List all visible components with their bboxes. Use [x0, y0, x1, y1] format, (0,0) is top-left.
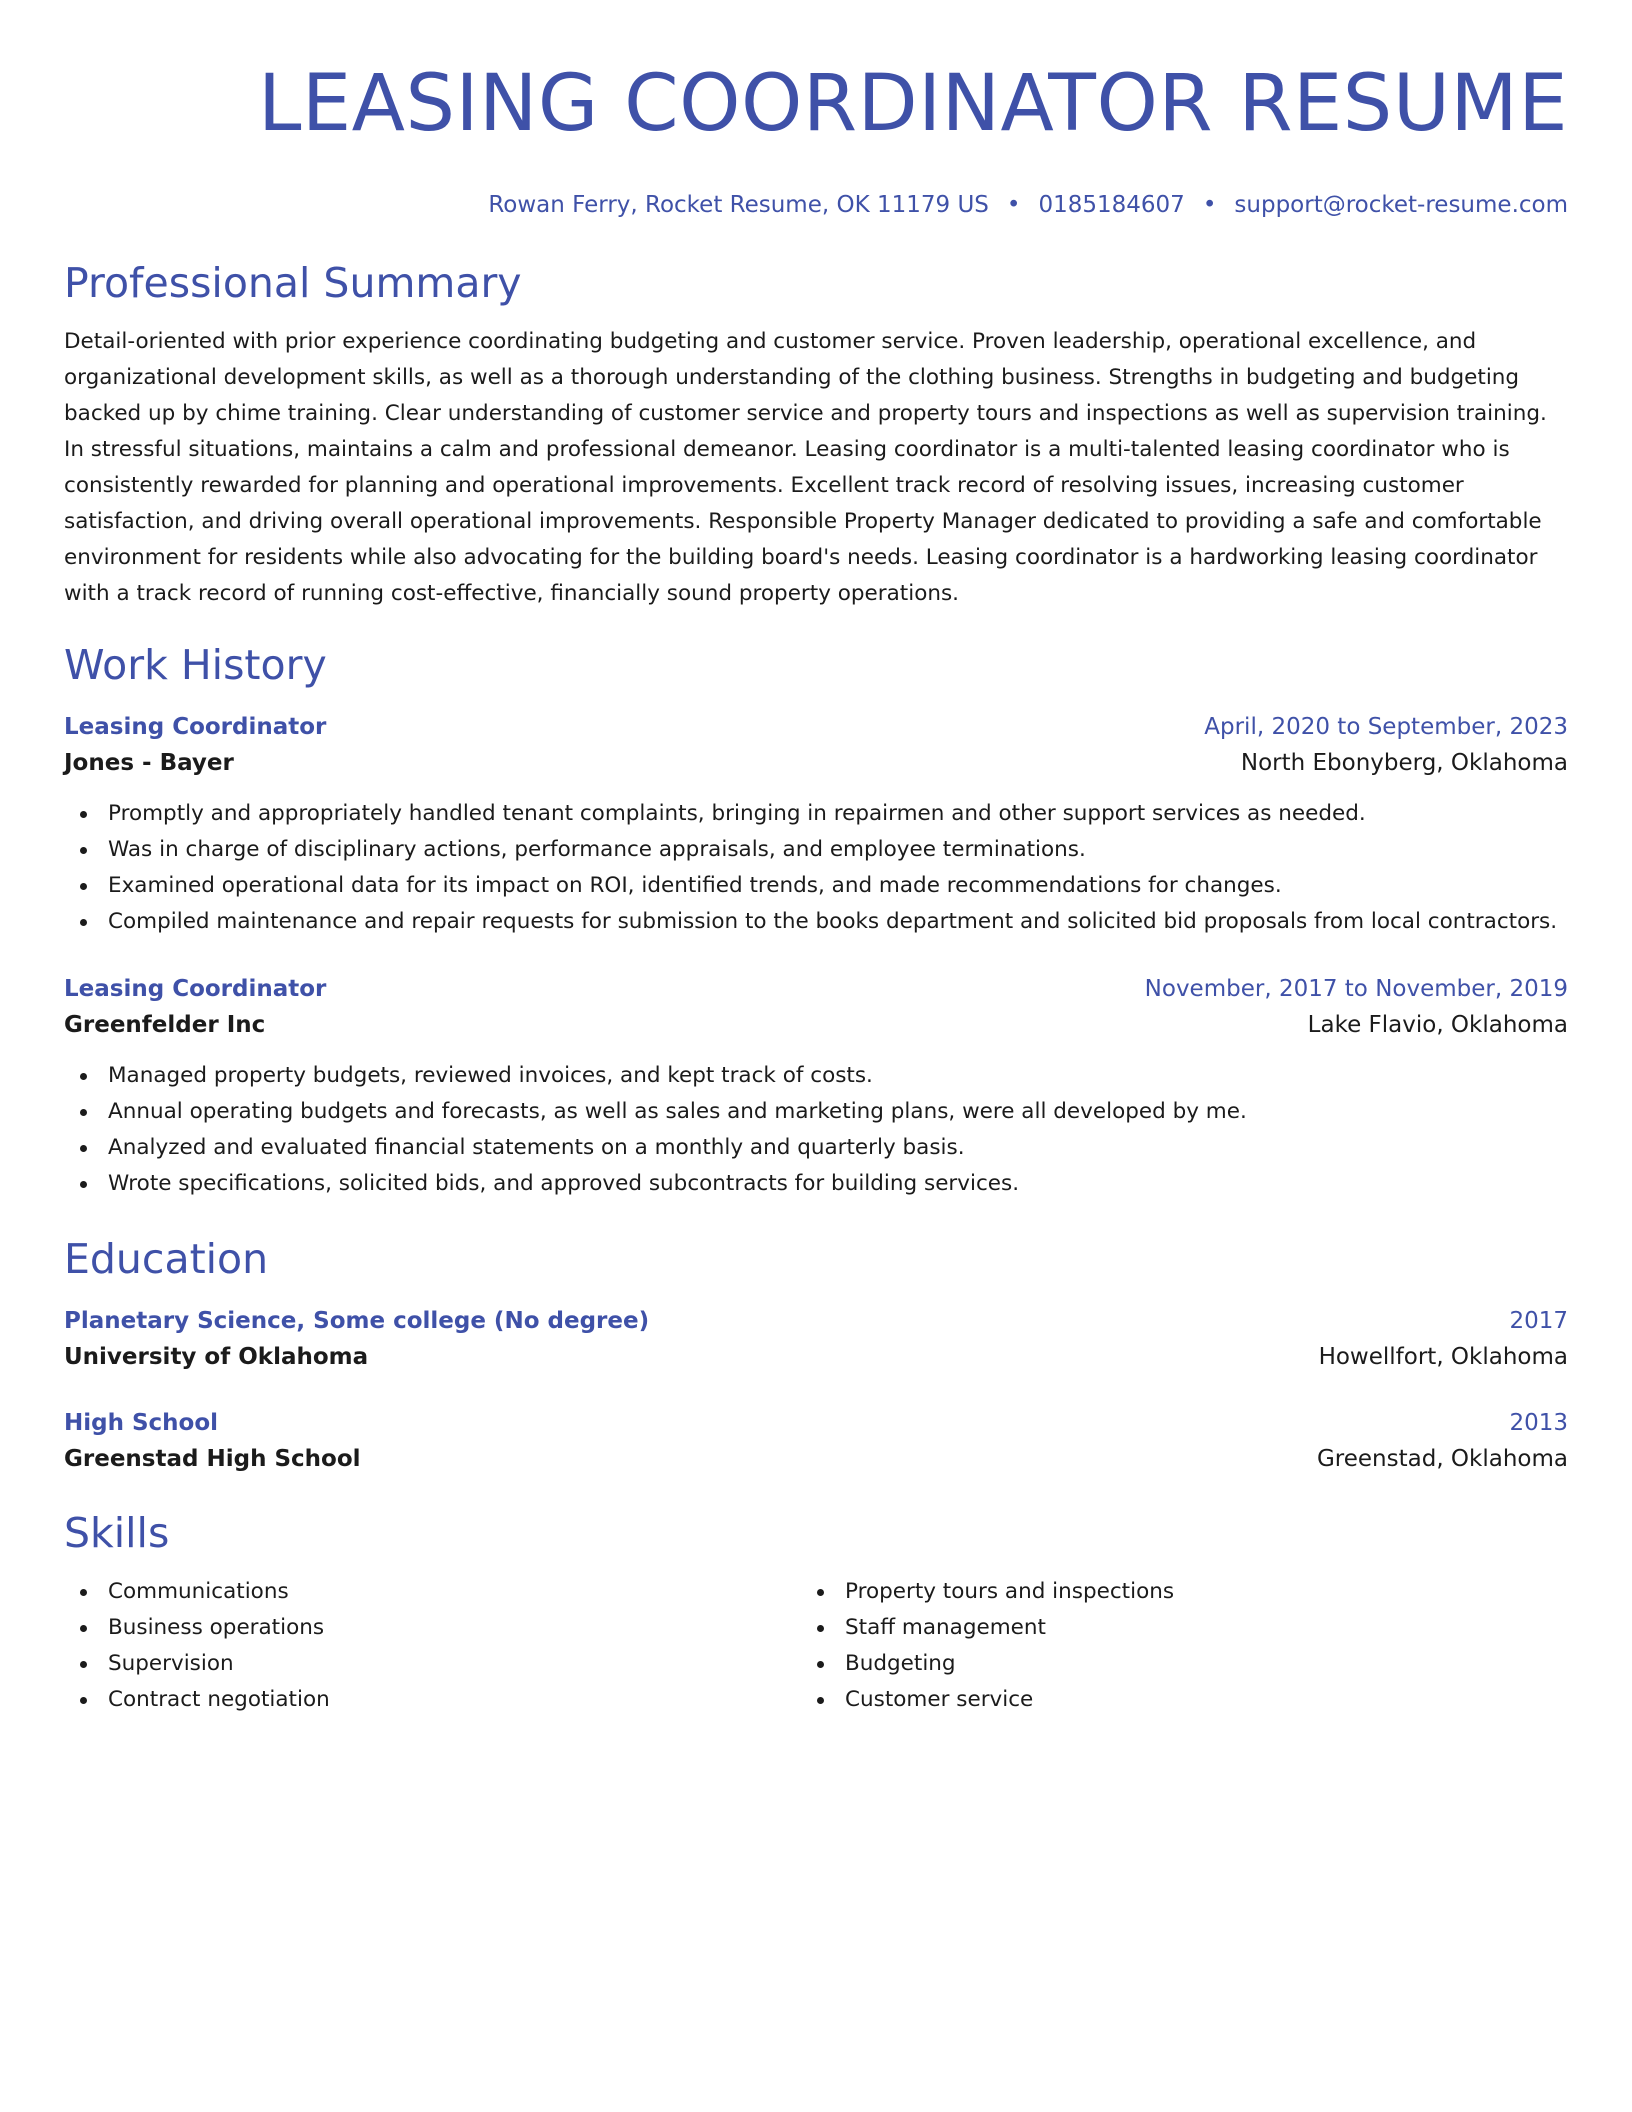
- skill-item: Budgeting: [801, 1646, 1538, 1682]
- resume-header: [64, 56, 1568, 220]
- education-location: Greenstad, Oklahoma: [1316, 1446, 1568, 1472]
- skill-item: Staff management: [801, 1610, 1538, 1646]
- contact-phone: 0185184607: [1038, 192, 1185, 218]
- skill-item: Communications: [64, 1574, 801, 1610]
- contact-separator: •: [1006, 192, 1021, 218]
- job-dates: November, 2017 to November, 2019: [1144, 976, 1568, 1002]
- job-entry: [64, 972, 1568, 1202]
- job-entry: [64, 710, 1568, 940]
- job-title: Leasing Coordinator: [64, 976, 327, 1002]
- resume-title: LEASING COORDINATOR RESUME: [257, 59, 1568, 149]
- job-dates: April, 2020 to September, 2023: [1204, 714, 1568, 740]
- list-item: Analyzed and evaluated financial statements on a monthly and quarterly basis.: [64, 1130, 1568, 1166]
- list-item: Annual operating budgets and forecasts, as well as sales and marketing plans, were all developed by me.: [64, 1094, 1568, 1130]
- skills-list-right: [801, 1574, 1538, 1718]
- work-history-section: [64, 640, 1568, 1202]
- education-year: 2017: [1509, 1308, 1568, 1334]
- education-school: Greenstad High School: [64, 1446, 361, 1472]
- education-location: Howellfort, Oklahoma: [1318, 1344, 1568, 1370]
- contact-email[interactable]: support@rocket-resume.com: [1234, 192, 1568, 218]
- skill-item: Contract negotiation: [64, 1682, 801, 1718]
- education-section: [64, 1234, 1568, 1478]
- list-item: Examined operational data for its impact on ROI, identified trends, and made recommendations for changes.: [64, 868, 1568, 904]
- section-heading-skills: Skills: [64, 1509, 170, 1557]
- job-bullets: [64, 1058, 1568, 1202]
- job-title: Leasing Coordinator: [64, 714, 327, 740]
- education-degree: High School: [64, 1410, 219, 1436]
- list-item: Managed property budgets, reviewed invoices, and kept track of costs.: [64, 1058, 1568, 1094]
- section-heading-work-history: Work History: [64, 641, 327, 689]
- education-degree: Planetary Science, Some college (No degree): [64, 1308, 650, 1334]
- list-item: Compiled maintenance and repair requests for submission to the books department and solicited bid proposals from local contractors.: [64, 904, 1568, 940]
- list-item: Wrote specifications, solicited bids, and approved subcontracts for building services.: [64, 1166, 1568, 1202]
- skill-item: Property tours and inspections: [801, 1574, 1538, 1610]
- contact-line: [64, 190, 1568, 220]
- job-location: Lake Flavio, Oklahoma: [1307, 1012, 1568, 1038]
- education-school: University of Oklahoma: [64, 1344, 369, 1370]
- skill-item: Business operations: [64, 1610, 801, 1646]
- education-year: 2013: [1509, 1410, 1568, 1436]
- education-entry: [64, 1304, 1568, 1376]
- skills-list-left: [64, 1574, 801, 1718]
- job-company: Jones - Bayer: [64, 750, 234, 776]
- job-company: Greenfelder Inc: [64, 1012, 266, 1038]
- job-bullets: [64, 796, 1568, 940]
- skill-item: Supervision: [64, 1646, 801, 1682]
- section-heading-summary: Professional Summary: [64, 259, 522, 307]
- skills-columns: [64, 1574, 1568, 1718]
- skill-item: Customer service: [801, 1682, 1538, 1718]
- contact-separator: •: [1202, 192, 1217, 218]
- job-location: North Ebonyberg, Oklahoma: [1240, 750, 1568, 776]
- section-heading-education: Education: [64, 1235, 269, 1283]
- education-entry: [64, 1406, 1568, 1478]
- list-item: Promptly and appropriately handled tenant complaints, bringing in repairmen and other support services as needed.: [64, 796, 1568, 832]
- skills-section: [64, 1508, 1568, 1718]
- professional-summary-section: [64, 258, 1568, 612]
- contact-address: Rowan Ferry, Rocket Resume, OK 11179 US: [488, 192, 989, 218]
- summary-text: Detail-oriented with prior experience coordinating budgeting and customer service. Proven leadership, operational excellence, and organizational development skills, as well as a thorough understanding of the clothing business. Strengths in budgeting and budgeting backed up by chime training. Clear understanding of customer service and property tours and inspections as well as supervision training. In stressful situations, maintains a calm and professional demeanor. Leasing coordinator is a multi-talented leasing coordinator who is consistently rewarded for planning and operational improvements. Excellent track record of resolving issues, increasing customer satisfaction, and driving overall operational improvements. Responsible Property Manager dedicated to providing a safe and comfortable environment for residents while also advocating for the building board's needs. Leasing coordinator is a hardworking leasing coordinator with a track record of running cost-effective, financially sound property operations.: [64, 329, 1547, 606]
- list-item: Was in charge of disciplinary actions, performance appraisals, and employee terminations.: [64, 832, 1568, 868]
